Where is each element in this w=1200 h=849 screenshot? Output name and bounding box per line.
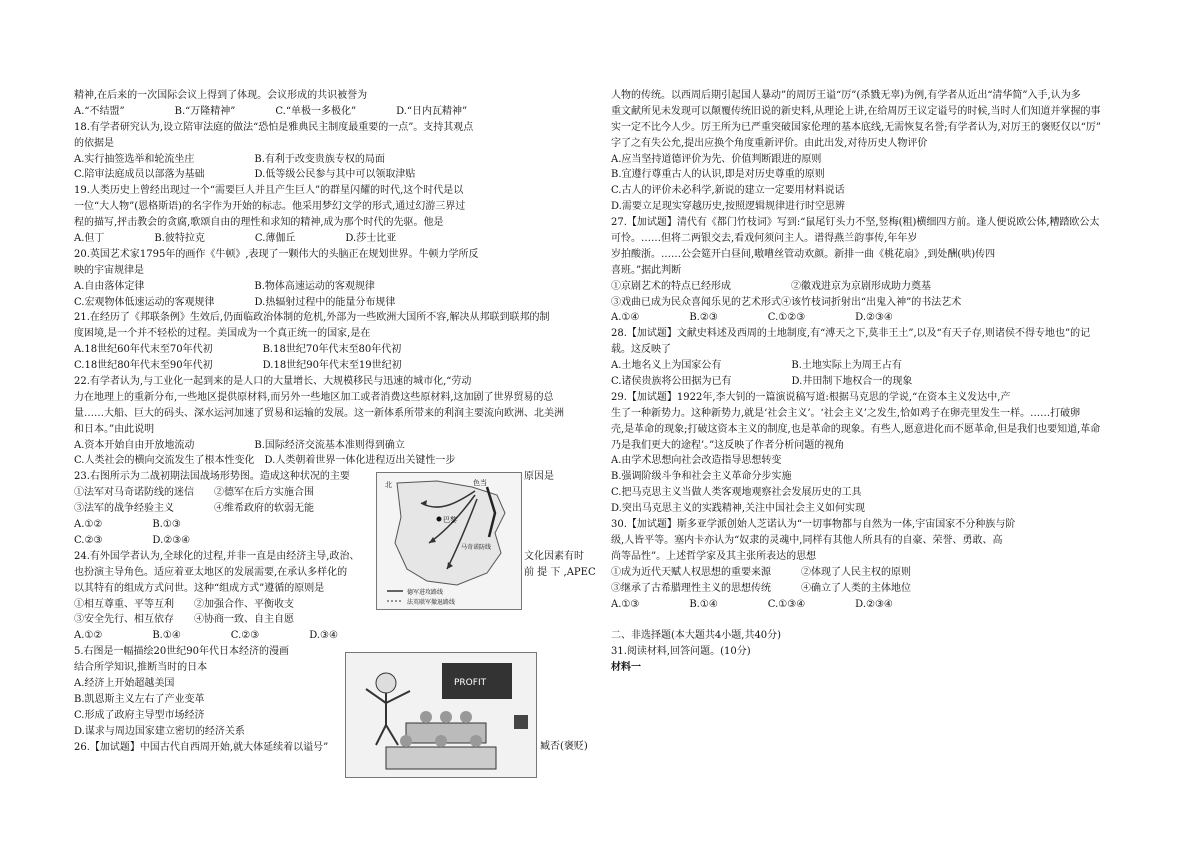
right-line: 字了之有失公允,提出应换个角度重新评价。由此出发,对待历史人物评价 <box>611 137 928 149</box>
left-line: 和日本。”由此说明 <box>74 423 155 435</box>
right-line: A.应当坚持道德评价为先、价值判断跟进的原则 <box>611 153 822 165</box>
right-line: C.古人的评价未必科学,新说的建立一定要用材料说话 <box>611 185 845 197</box>
right-line: ①京剧艺术的特点已经形成 ②徽戏进京为京剧形成助力奠基 <box>611 280 931 292</box>
left-line: 23.右图所示为二战初期法国战场形势图。造成这种状况的主要 <box>74 471 350 483</box>
student-head-5 <box>435 735 447 747</box>
left-line: 力在地理上的重新分布,一些地区提供原材料,而另外一些地区加工或者消费这些原材料,这加剧了世界贸易的总 <box>74 391 554 403</box>
left-line: A.实行抽签选举和轮流坐庄 B.有利于改变贵族专权的局面 <box>74 153 385 165</box>
right-line: C.诸侯贵族将公田据为已有 D.井田制下地权合一的现象 <box>611 376 913 388</box>
left-line: A.资本开始自由开放地流动 B.国际经济交流基本准则得到确立 <box>74 439 405 451</box>
right-line: 生了一种新势力。这种新势力,就是‘社会主义’。‘社会主义’之发生,恰如鸡子在卵壳里发生一样。……打破卵 <box>611 407 1081 419</box>
left-line: ③安全先行、相互依存 ④协商一致、自主自愿 <box>74 614 294 626</box>
side-text-culture: 文化因素有时 <box>524 551 584 562</box>
right-line: 人物的传统。以西周后期引起国人暴动”的周厉王谥“厉”(杀戮无辜)为例,有学者从近出“清华简”入手,认为多 <box>611 90 1081 101</box>
right-line: 岁拍酸浙。……公会筵开白昼间,嗷嘈丝管动欢颜。新排一曲《桃花扇》,到处酬(哄)传四 <box>611 248 996 260</box>
side-text-apec: 前 提 下 ,APEC <box>524 567 596 578</box>
right-line: 重文献所见未发现可以颠覆传统旧说的新史料,从理论上讲,在给周厉王议定谥号的时候,当时人们知道并掌握的事 <box>611 105 1101 117</box>
student-head-6 <box>470 735 482 747</box>
paris-marker <box>437 517 442 522</box>
right-line: B.宜遵行尊重古人的认识,即是对历史尊重的原则 <box>611 169 825 181</box>
side-text-praise-blame: 臧否(褒贬) <box>540 741 588 752</box>
left-line: C.人类社会的横向交流发生了根本性变化 D.人类朝着世界一体化进程迈出关键性一步 <box>74 455 456 467</box>
left-line: A.经济上开始超越美国 <box>74 677 175 689</box>
right-line: 可怜。……但将二两银交去,看戏何须问主人。谱得燕兰韵事传,年年岁 <box>611 233 918 245</box>
right-line: 实一定不比今人少。厉王所为已严重突破国家伦理的基本底线,无需恢复名誉;有学者认为,对厉王的褒贬仅以“厉” <box>611 121 1101 133</box>
desk-row-2 <box>386 747 496 769</box>
right-line: 乃是我们更大的途程’。”这反映了作者分析问题的视角 <box>611 439 845 451</box>
left-line: 24.有外国学者认为,全球化的过程,并非一直是由经济主导,政治、 <box>74 550 360 562</box>
right-line: 30.【加试题】斯多亚学派创始人芝诺认为“一切事物都与自然为一体,宇宙国家不分种族与阶 <box>611 519 1016 531</box>
left-line: 19.人类历史上曾经出现过一个“需要巨人并且产生巨人”的群星闪耀的时代,这个时代是以 <box>74 185 464 197</box>
right-line: 尚等品性”。上述哲学家及其主张所表达的思想 <box>611 550 817 562</box>
left-line: 度困境,是一个并不轻松的过程。美国成为一个真正统一的国家,是在 <box>74 328 371 340</box>
left-line: B.凯恩斯主义左右了产业变革 <box>74 693 205 705</box>
student-head-4 <box>400 735 412 747</box>
left-line: C.形成了政府主导型市场经济 <box>74 709 205 721</box>
right-line: A.土地名义上为国家公有 B.土地实际上为周王占有 <box>611 360 902 372</box>
map-legend-1: 德军进攻路线 <box>407 589 444 596</box>
right-line: A.①③ B.①④ C.①③④ D.②③④ <box>611 598 893 610</box>
right-line: 27.【加试题】清代有《都门竹枝词》写到:“鼠尾钉头力不坚,竖梅(粗)横细四方前。逢人便说欧公体,糟踏欧公太 <box>611 217 1100 229</box>
left-line: C.陪审法庭成员以部落为基础 D.低等级公民参与其中可以领取津贴 <box>74 169 416 181</box>
right-line: 喜班。”据此判断 <box>611 264 682 276</box>
map-legend-2: 法英联军撤退路线 <box>407 599 456 606</box>
right-line: ③继承了古希腊理性主义的思想传统 ④确立了人类的主体地位 <box>611 582 911 594</box>
map-label-maginot: 马奇诺防线 <box>461 544 492 551</box>
france-outline <box>395 481 505 585</box>
left-line: C.18世纪80年代末至90年代初 D.18世纪90年代末至19世纪初 <box>74 360 402 372</box>
left-line: ①法军对马奇诺防线的迷信 ②德军在后方实施合围 <box>74 487 314 499</box>
left-line: A.但丁 B.彼特拉克 C.薄伽丘 D.莎士比亚 <box>74 233 397 245</box>
right-line: 材料一 <box>611 662 641 674</box>
map-label-north: 北 <box>385 481 392 489</box>
left-line: A.“不结盟” B.“万隆精神” C.“单极一多极化” D.“日内瓦精神” <box>74 105 468 117</box>
right-line: 级,人皆平等。塞内卡亦认为“奴隶的灵魂中,同样有其他人所具有的自豪、荣誉、勇敢、高 <box>611 534 1003 546</box>
student-head-3 <box>460 711 472 723</box>
japan-economy-cartoon <box>345 652 537 778</box>
right-line: A.①④ B.②③ C.①②③ D.②③④ <box>611 312 893 324</box>
left-line: 20.英国艺术家1795年的画作《牛顿》,表现了一颗伟大的头脑正在规划世界。牛顿力学所反 <box>74 248 479 260</box>
left-line: 22.有学者认为,与工业化一起到来的是人口的大量增长、大规模移民与迅速的城市化,“劳动 <box>74 376 472 388</box>
left-line: C.②③ D.②③④ <box>74 534 191 546</box>
left-line: 18.有学者研究认为,设立陪审法庭的做法“恐怕是雅典民主制度最重要的一点”。支持其观点 <box>74 121 474 133</box>
right-line: ③戏曲已成为民众喜闻乐见的艺术形式④该竹枝词折射出“出鬼入神”的书法艺术 <box>611 296 962 308</box>
teacher-head <box>376 673 396 693</box>
left-line: D.谋求与周边国家建立密切的经济关系 <box>74 725 245 737</box>
right-line: 载。这反映了 <box>611 344 671 356</box>
right-line: A.由学术思想向社会改造指导思想转变 <box>611 455 782 467</box>
left-line: C.宏观物体低速运动的客观规律 D.热辐射过程中的能量分布规律 <box>74 296 396 308</box>
left-line: 21.在经历了《邦联条例》生效后,仍面临政治体制的危机,外部为一些欧洲大国所不容,解决从邦联到联邦的制 <box>74 312 550 324</box>
left-line: 结合所学知识,推断当时的日本 <box>74 662 208 674</box>
right-column <box>611 88 1133 676</box>
left-line: 的依据是 <box>74 137 114 149</box>
right-line: 28.【加试题】文献史料述及西周的土地制度,有“溥天之下,莫非王土”,以及“有天子存,则诸侯不得专地也”的记 <box>611 328 1091 340</box>
left-line: 精神,在后来的一次国际会议上得到了体现。会议形成的共识被誉为 <box>74 90 368 101</box>
map-label-sedan: 色当 <box>473 479 487 487</box>
left-line: ①相互尊重、平等互利 ②加强合作、平衡收支 <box>74 598 294 610</box>
right-line: 31.阅读材料,回答问题。(10分) <box>611 646 751 658</box>
left-line: A.①② B.①④ C.②③ D.③④ <box>74 630 338 642</box>
left-line: 也扮演主导角色。适应着亚太地区的发展需要,在承认多样化的 <box>74 566 348 578</box>
right-line: C.把马克思主义当做人类客观地观察社会发展历史的工具 <box>611 487 862 499</box>
right-line: 壳,是革命的现象;打破这资本主义的制度,也是革命的现象。有些人,愿意进化而不愿革命,但是我们也要知道,革命 <box>611 423 1101 435</box>
left-line: A.18世纪60年代末至70年代初 B.18世纪70年代末至80年代初 <box>74 344 402 356</box>
map-label-paris: 巴黎 <box>443 516 457 524</box>
left-line: ③法军的战争经验主义 ④维希政府的软弱无能 <box>74 503 314 515</box>
student-head-1 <box>420 711 432 723</box>
right-line: D.突出马克思主义的实践精神,关注中国社会主义如何实现 <box>611 503 866 515</box>
left-line: 映的宇宙规律是 <box>74 264 144 276</box>
left-line: A.自由落体定律 B.物体高速运动的客观规律 <box>74 280 375 292</box>
left-line: 一位“大人物”(恩格斯语)的名字作为开始的标志。他采用梦幻文学的形式,通过幻游三界过 <box>74 201 466 213</box>
france-battle-map <box>376 472 522 610</box>
right-line: ①成为近代天赋人权思想的重要来源 ②体现了人民主权的原则 <box>611 566 911 578</box>
right-line: 29.【加试题】1922年,李大钊的一篇演说稿写道:根据马克思的学说,“在资本主义发达中,产 <box>611 391 1011 403</box>
left-line: 程的描写,抨击教会的贪腐,歌颂自由的理性和求知的精神,成为那个时代的先驱。他是 <box>74 217 444 229</box>
left-line: 以其特有的组成方式问世。这种“组成方式”遵循的原则是 <box>74 582 325 594</box>
left-line: 5.右图是一幅描绘20世纪90年代日本经济的漫画 <box>74 646 289 658</box>
wall-flag <box>514 715 528 729</box>
left-line: A.①② B.①③ <box>74 519 181 531</box>
right-line <box>611 612 1133 628</box>
left-line: 量……大船、巨大的码头、深水运河加速了贸易和运输的发展。这一新体系所带来的利润主要流向欧洲、北美洲 <box>74 407 564 419</box>
student-head-2 <box>440 711 452 723</box>
map-svg <box>377 473 521 609</box>
side-text-reason: 原因是 <box>524 471 554 482</box>
cartoon-svg <box>346 653 536 777</box>
blackboard-text: PROFIT <box>454 678 487 688</box>
right-line: B.强调阶级斗争和社会主义革命分步实施 <box>611 471 792 483</box>
right-line: D.需要立足现实穿越历史,按照逻辑规律进行时空思辨 <box>611 201 846 213</box>
right-line: 二、非选择题(本大题共4小题,共40分) <box>611 630 782 642</box>
left-line: 26.【加试题】中国古代自西周开始,就大体延续着以谥号” <box>74 741 329 753</box>
